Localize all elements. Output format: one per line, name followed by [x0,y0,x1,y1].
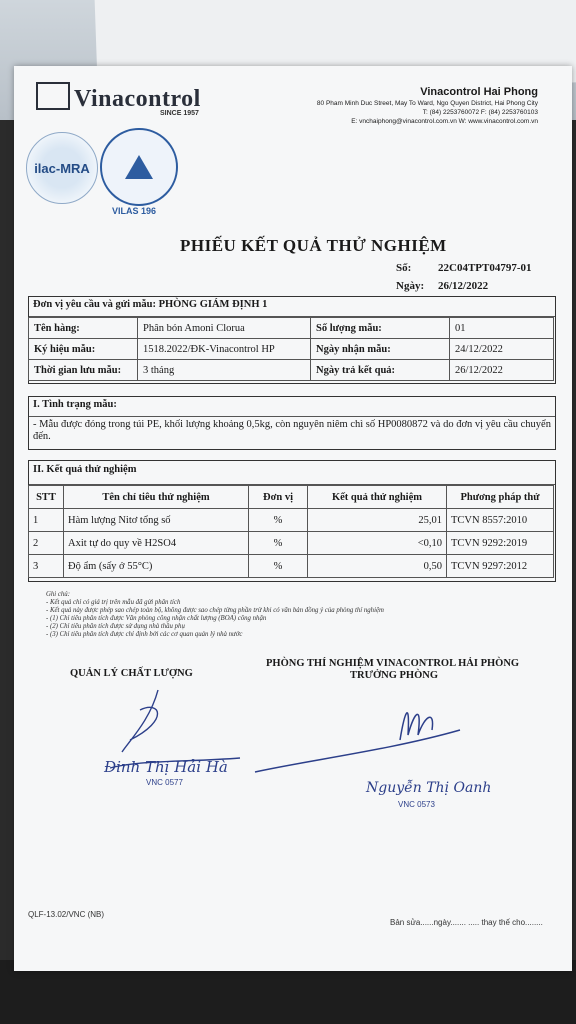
section1-title: I. Tình trạng mẫu: [29,397,555,417]
row-method: TCVN 9292:2019 [447,532,554,555]
sample-info-table [28,317,554,381]
returned-value: 26/12/2022 [450,360,554,381]
row-name: Hàm lượng Nitơ tổng số [64,509,249,532]
table-row [29,532,554,555]
company-phone: T: (84) 2253760072 F: (84) 2253760103 [422,109,538,116]
info-row [29,318,554,339]
boa-logo [100,128,178,206]
received-label: Ngày nhận mẫu: [311,339,450,360]
ilac-mra-logo [26,132,98,204]
row-unit: % [249,555,308,578]
header-result: Kết quả thử nghiệm [308,486,447,509]
row-unit: % [249,509,308,532]
ilac-text: ilac-MRA [34,160,90,176]
header-name: Tên chỉ tiêu thử nghiệm [64,486,249,509]
notes-title: Ghi chú: [46,591,70,598]
results-box [28,460,556,582]
received-value: 24/12/2022 [450,339,554,360]
left-signature-code: VNC 0577 [146,778,183,787]
row-result: 0,50 [308,555,447,578]
row-result: <0,10 [308,532,447,555]
header-method: Phương pháp thử [447,486,554,509]
table-row [29,509,554,532]
requester-label: Đơn vị yêu cầu và gửi mẫu: [33,299,156,310]
code-value: 1518.2022/ĐK-Vinacontrol HP [138,339,311,360]
requester-value: PHÒNG GIÁM ĐỊNH 1 [158,299,268,310]
row-method: TCVN 9297:2012 [447,555,554,578]
storage-value: 3 tháng [138,360,311,381]
qty-label: Số lượng mẫu: [311,318,450,339]
company-name: Vinacontrol Hai Phong [420,86,538,98]
quality-manager-title: QUẢN LÝ CHẤT LƯỢNG [70,668,193,679]
qty-value: 01 [450,318,554,339]
goods-value: Phân bón Amoni Clorua [138,318,311,339]
scale-icon [36,82,70,110]
sample-condition-box [28,396,556,450]
note-line: - (3) Chỉ tiêu phân tích được chỉ định bởi các cơ quan quản lý nhà nước [46,631,243,638]
note-line: - (1) Chỉ tiêu phân tích được Văn phòng công nhận chất lượng (BOA) công nhận [46,615,267,622]
since-label: SINCE 1957 [160,110,199,117]
row-name: Độ ẩm (sấy ở 55°C) [64,555,249,578]
company-address: 80 Pham Minh Duc Street, May To Ward, Ngo Quyen District, Hai Phong City [316,100,538,107]
row-method: TCVN 8557:2010 [447,509,554,532]
requester-row [29,297,555,317]
section1-text: - Mẫu được đóng trong túi PE, khối lượng khoảng 0,5kg, còn nguyên niêm chì số HP0080872 và do đơn vị yêu cầu chuyển đến. [33,419,551,442]
row-result: 25,01 [308,509,447,532]
row-name: Axit tự do quy về H2SO4 [64,532,249,555]
results-table [28,485,554,578]
table-row [29,555,554,578]
header-stt: STT [29,486,64,509]
company-info [317,86,538,125]
right-signature-scribble [250,690,480,790]
goods-label: Tên hàng: [29,318,138,339]
right-signature-name: Nguyễn Thị Oanh [366,780,492,796]
doc-date-label: Ngày: [396,280,425,292]
code-label: Ký hiệu mẫu: [29,339,138,360]
row-stt: 2 [29,532,64,555]
form-code: QLF-13.02/VNC (NB) [28,910,105,919]
logo-text: Vinacontrol [74,86,201,112]
results-header-row [29,486,554,509]
header-unit: Đơn vị [249,486,308,509]
lab-title: PHÒNG THÍ NGHIỆM VINACONTROL HẢI PHÒNG [266,658,520,669]
storage-label: Thời gian lưu mẫu: [29,360,138,381]
document-title: PHIẾU KẾT QUẢ THỬ NGHIỆM [180,236,447,255]
info-row [29,339,554,360]
notes [46,591,384,639]
row-unit: % [249,532,308,555]
boa-triangle-icon [125,155,153,179]
returned-label: Ngày trả kết quả: [311,360,450,381]
sample-info-box [28,296,556,384]
note-line: - Kết quả này được phép sao chép toàn bộ, không được sao chép từng phần trừ khi có văn bản đồng ý của phòng thí nghiệm [46,607,384,614]
revision-note: Bản sửa......ngày....... ..... thay thế cho........ [390,918,543,927]
info-row [29,360,554,381]
doc-number-label: Số: [396,262,412,274]
row-stt: 3 [29,555,64,578]
left-signature-name: Đinh Thị Hải Hà [104,758,228,776]
doc-date: 26/12/2022 [438,280,489,292]
note-line: - (2) Chỉ tiêu phân tích được sử dụng nhà thầu phụ [46,623,185,630]
row-stt: 1 [29,509,64,532]
vinacontrol-logo [36,82,201,113]
section2-title: II. Kết quả thử nghiệm [29,461,555,485]
right-signature-code: VNC 0573 [398,800,435,809]
note-line: - Kết quả chỉ có giá trị trên mẫu đã gửi phân tích [46,599,181,606]
company-email: E: vnchaiphong@vinacontrol.com.vn W: www.vinacontrol.com.vn [351,118,538,125]
head-title: TRƯỞNG PHÒNG [350,670,438,681]
vilas-label: VILAS 196 [112,206,157,216]
doc-number: 22C04TPT04797-01 [438,262,532,274]
